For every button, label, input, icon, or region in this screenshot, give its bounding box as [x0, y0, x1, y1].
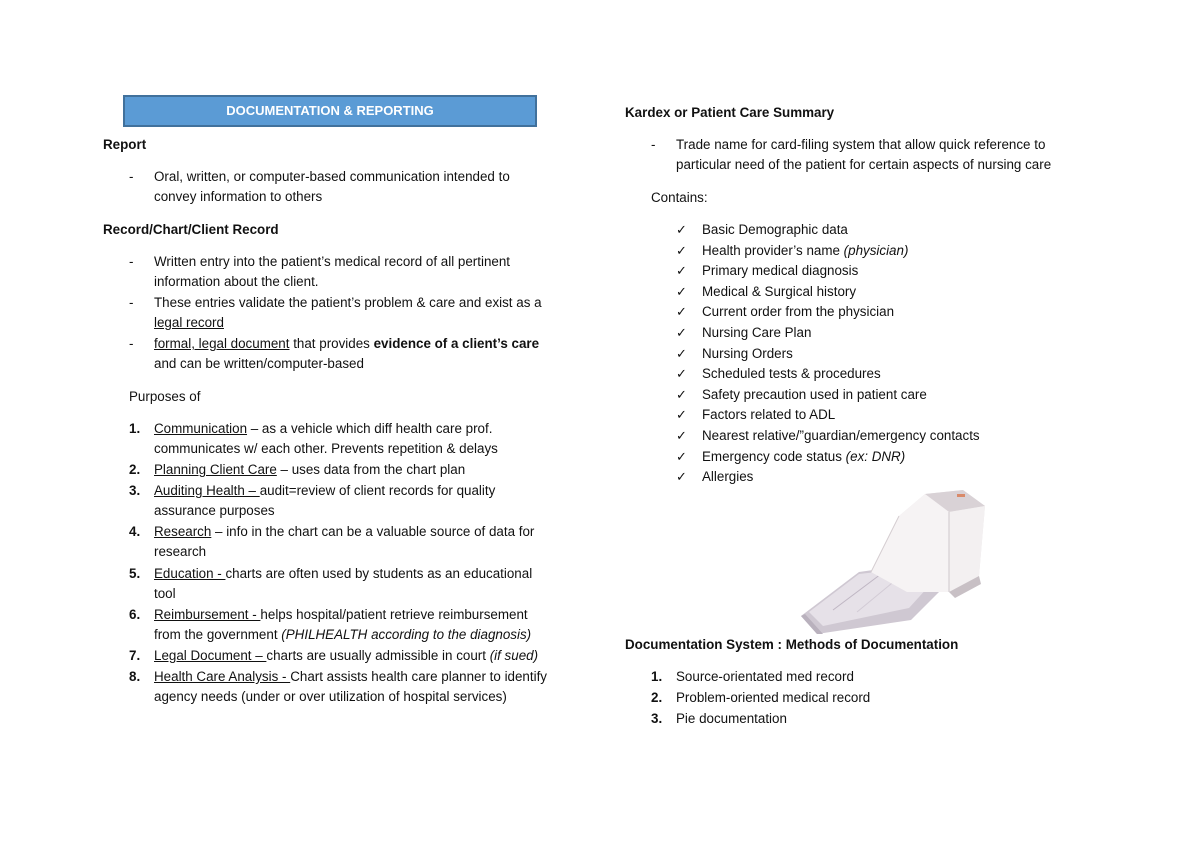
checklist-item: [702, 469, 753, 484]
check-icon: ✓: [676, 304, 687, 320]
dash: -: [129, 336, 134, 351]
checklist-text: Safety precaution used in patient care: [702, 386, 927, 402]
checklist-text: Factors related to ADL: [702, 407, 836, 423]
checklist-item: [702, 263, 858, 278]
check-icon: ✓: [676, 469, 687, 485]
method-item: Problem-oriented medical record: [676, 690, 871, 705]
check-icon: ✓: [676, 366, 687, 382]
purpose-item-line1: [154, 483, 495, 498]
purpose-term: Reimbursement -: [154, 607, 261, 622]
checklist-text: Emergency code status: [702, 448, 846, 464]
dash: -: [129, 169, 134, 184]
check-icon: ✓: [676, 242, 687, 258]
title-banner: DOCUMENTATION & REPORTING: [123, 95, 537, 127]
purpose-text: research: [154, 544, 207, 559]
purpose-text: – uses data from the chart plan: [276, 462, 466, 477]
checklist-text: Basic Demographic data: [702, 222, 848, 237]
checklist-text: Primary medical diagnosis: [702, 263, 859, 279]
method-item: Source-orientated med record: [676, 669, 854, 684]
check-icon: ✓: [676, 263, 687, 279]
purpose-item-line2: [154, 689, 507, 704]
contains-label: Contains:: [651, 190, 708, 205]
purpose-item-line1: [154, 462, 465, 477]
purpose-text: communicates w/ each other. Prevents repetition & delays: [154, 441, 498, 456]
purpose-term: Planning Client Care: [154, 462, 277, 477]
purpose-number: 2.: [129, 462, 141, 477]
checklist-text: Nursing Care Plan: [702, 325, 812, 340]
purpose-number: 7.: [129, 648, 141, 663]
checklist-item: [702, 366, 881, 381]
purpose-item-line1: [154, 607, 528, 622]
purposes-heading: Purposes of: [129, 389, 201, 404]
checklist-item: [702, 243, 908, 258]
method-number: 3.: [651, 711, 663, 726]
purpose-item-line2: [154, 544, 206, 559]
checklist-item: [702, 387, 927, 402]
checklist-item: [702, 428, 980, 443]
purpose-text: tool: [154, 586, 176, 601]
purpose-number: 8.: [129, 669, 141, 684]
method-item: Pie documentation: [676, 711, 787, 726]
checklist-text: Nearest relative/”guardian/emergency contacts: [702, 428, 980, 443]
kardex-def-line1: Trade name for card-filing system that allow quick reference to: [676, 137, 1046, 152]
purpose-item-line1: [154, 524, 534, 539]
purpose-term: Communication: [154, 421, 248, 436]
purpose-text: audit=review of client records for quality: [259, 483, 496, 498]
purpose-item-line1: [154, 648, 538, 663]
purpose-number: 1.: [129, 421, 141, 436]
purpose-number: 6.: [129, 607, 141, 622]
checklist-italic: (physician): [843, 242, 909, 258]
purpose-text: – as a vehicle which diff health care prof.: [247, 421, 493, 436]
record-heading: Record/Chart/Client Record: [103, 222, 279, 237]
checklist-italic: (ex: DNR): [845, 448, 906, 464]
method-number: 2.: [651, 690, 663, 705]
purpose-text: charts are usually admissible in court: [266, 648, 490, 663]
kardex-def-line2: particular need of the patient for certain aspects of nursing care: [676, 157, 1052, 172]
record-def2-line2: [154, 315, 224, 330]
purpose-term: Legal Document –: [154, 648, 267, 663]
checklist-text: Nursing Orders: [702, 345, 793, 361]
legal-record-term: legal record: [154, 315, 224, 330]
checklist-item: [702, 284, 856, 299]
purpose-term: Research: [154, 524, 212, 539]
kardex-card-file-image: [799, 488, 987, 635]
check-icon: ✓: [676, 222, 687, 237]
check-icon: ✓: [676, 407, 687, 423]
checklist-item: [702, 449, 905, 464]
report-def-line1: Oral, written, or computer-based communication intended to: [154, 169, 510, 184]
purpose-text: agency needs (under or over utilization of hospital services): [154, 689, 507, 704]
dash: -: [129, 295, 134, 310]
purpose-term: Health Care Analysis -: [154, 669, 291, 684]
purpose-text: assurance purposes: [154, 503, 275, 518]
checklist-text: Current order from the physician: [702, 304, 895, 320]
checklist-item: [702, 325, 811, 340]
record-def1-line2: information about the client.: [154, 274, 319, 289]
checklist-item: [702, 407, 835, 422]
purpose-text: helps hospital/patient retrieve reimbursement: [260, 607, 528, 622]
purpose-item-line2: [154, 586, 176, 601]
purpose-term: Auditing Health –: [154, 483, 260, 498]
purpose-number: 4.: [129, 524, 141, 539]
record-def1-line1: Written entry into the patient’s medical record of all pertinent: [154, 254, 511, 269]
checklist-item: [702, 346, 793, 361]
evidence-phrase: evidence of a client’s care: [373, 336, 540, 351]
purpose-text: from the government: [154, 627, 282, 642]
purpose-italic: (PHILHEALTH according to the diagnosis): [281, 627, 532, 642]
record-def2-line1: These entries validate the patient’s problem & care and exist as a: [154, 295, 542, 310]
checklist-item: [702, 222, 848, 237]
purpose-item-line1: [154, 421, 492, 436]
purpose-text: – info in the chart can be a valuable source of data for: [211, 524, 535, 539]
check-icon: ✓: [676, 345, 687, 361]
report-def-line2: convey information to others: [154, 189, 323, 204]
purpose-item-line2: [154, 441, 498, 456]
checklist-text: Health provider’s name: [702, 242, 844, 258]
checklist-text: Medical & Surgical history: [702, 283, 857, 299]
purpose-item-line1: [154, 669, 547, 684]
purpose-number: 3.: [129, 483, 141, 498]
checklist-item: [702, 304, 894, 319]
checklist-text: Allergies: [702, 469, 754, 485]
record-def3-line1: formal, legal document that provides evidence of a client’s care: [154, 336, 540, 351]
kardex-heading: Kardex or Patient Care Summary: [625, 105, 835, 120]
dash: -: [651, 137, 656, 152]
check-icon: ✓: [676, 428, 687, 443]
purpose-item-line2: [154, 627, 531, 642]
legal-document-term: formal, legal document: [154, 336, 290, 351]
purpose-term: Education -: [154, 566, 226, 581]
check-icon: ✓: [676, 325, 687, 340]
dash: -: [129, 254, 134, 269]
purpose-text: Chart assists health care planner to identify: [290, 669, 547, 684]
check-icon: ✓: [676, 283, 687, 299]
purpose-italic: (if sued): [489, 648, 539, 663]
report-heading: Report: [103, 137, 147, 152]
purpose-item-line2: [154, 503, 275, 518]
purpose-text: charts are often used by students as an educational: [225, 566, 533, 581]
purpose-item-line1: [154, 566, 532, 581]
docsys-heading: Documentation System : Methods of Documentation: [625, 637, 959, 652]
record-def3-line2: and can be written/computer-based: [154, 356, 364, 371]
check-icon: ✓: [676, 386, 687, 402]
purpose-number: 5.: [129, 566, 141, 581]
method-number: 1.: [651, 669, 663, 684]
check-icon: ✓: [676, 448, 687, 464]
checklist-text: Scheduled tests & procedures: [702, 366, 881, 382]
